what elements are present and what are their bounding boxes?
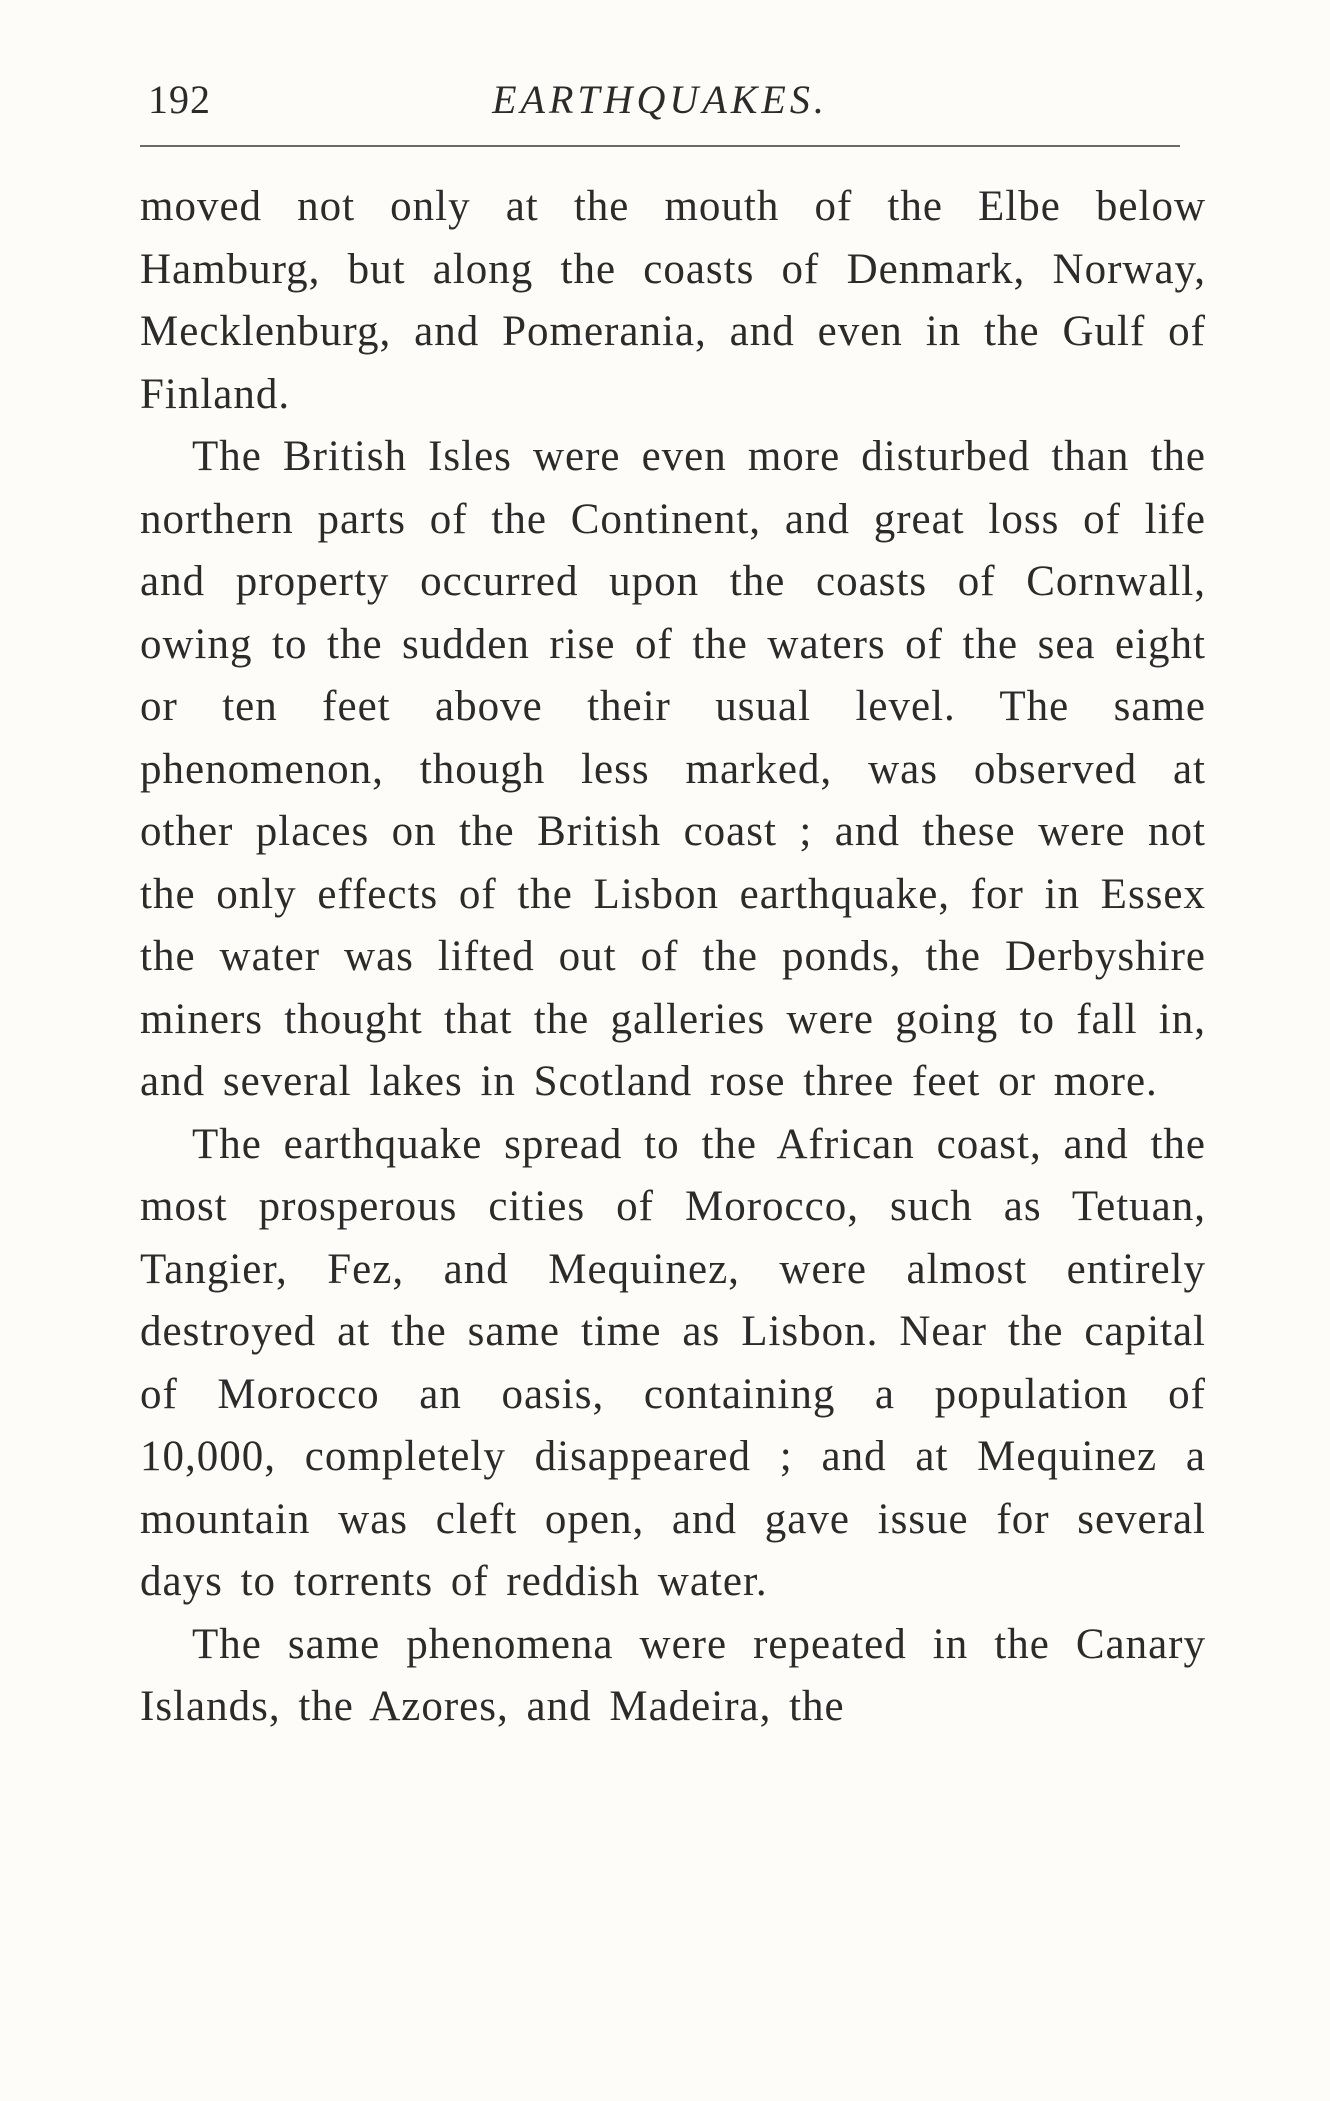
paragraph-african-coast: The earthquake spread to the African coast, and the most prosperous cities of Morocco, such as Tetuan, Tangier, Fez, and Mequinez, were almost entirely destroyed at the same time as Lisbon. Near the capital of Morocco an oasis, containing a population of 10,000, completely disappeared ; and at Mequinez a mountain was cleft open, and gave issue for several days to torrents of reddish water.	[140, 1120, 1206, 1605]
paragraph-continuation: moved not only at the mouth of the Elbe below Hamburg, but along the coasts of Denmark, Norway, Mecklenburg, and Pomerania, and even in the Gulf of Finland.	[140, 183, 1206, 418]
paragraph-british-isles: The British Isles were even more disturbed than the northern parts of the Continent, and great loss of life and property occurred upon the coasts of Cornwall, owing to the sudden rise of the waters of the sea eight or ten feet above their usual level. The same phenomenon, though less marked, was observed at other places on the British coast ; and these were not the only effects of the Lisbon earthquake, for in Essex the water was lifted out of the ponds, the Derbyshire miners thought that the galleries were going to fall in, and several lakes in Scotland rose three feet or more.	[140, 433, 1206, 1105]
running-title: EARTHQUAKES.	[492, 77, 828, 122]
header-rule	[140, 145, 1180, 147]
paragraph-canary-islands: The same phenomena were repeated in the Canary Islands, the Azores, and Madeira, the	[140, 1620, 1206, 1730]
running-head	[140, 76, 1180, 126]
body-text	[140, 176, 1206, 1739]
page-number: 192	[148, 77, 211, 122]
